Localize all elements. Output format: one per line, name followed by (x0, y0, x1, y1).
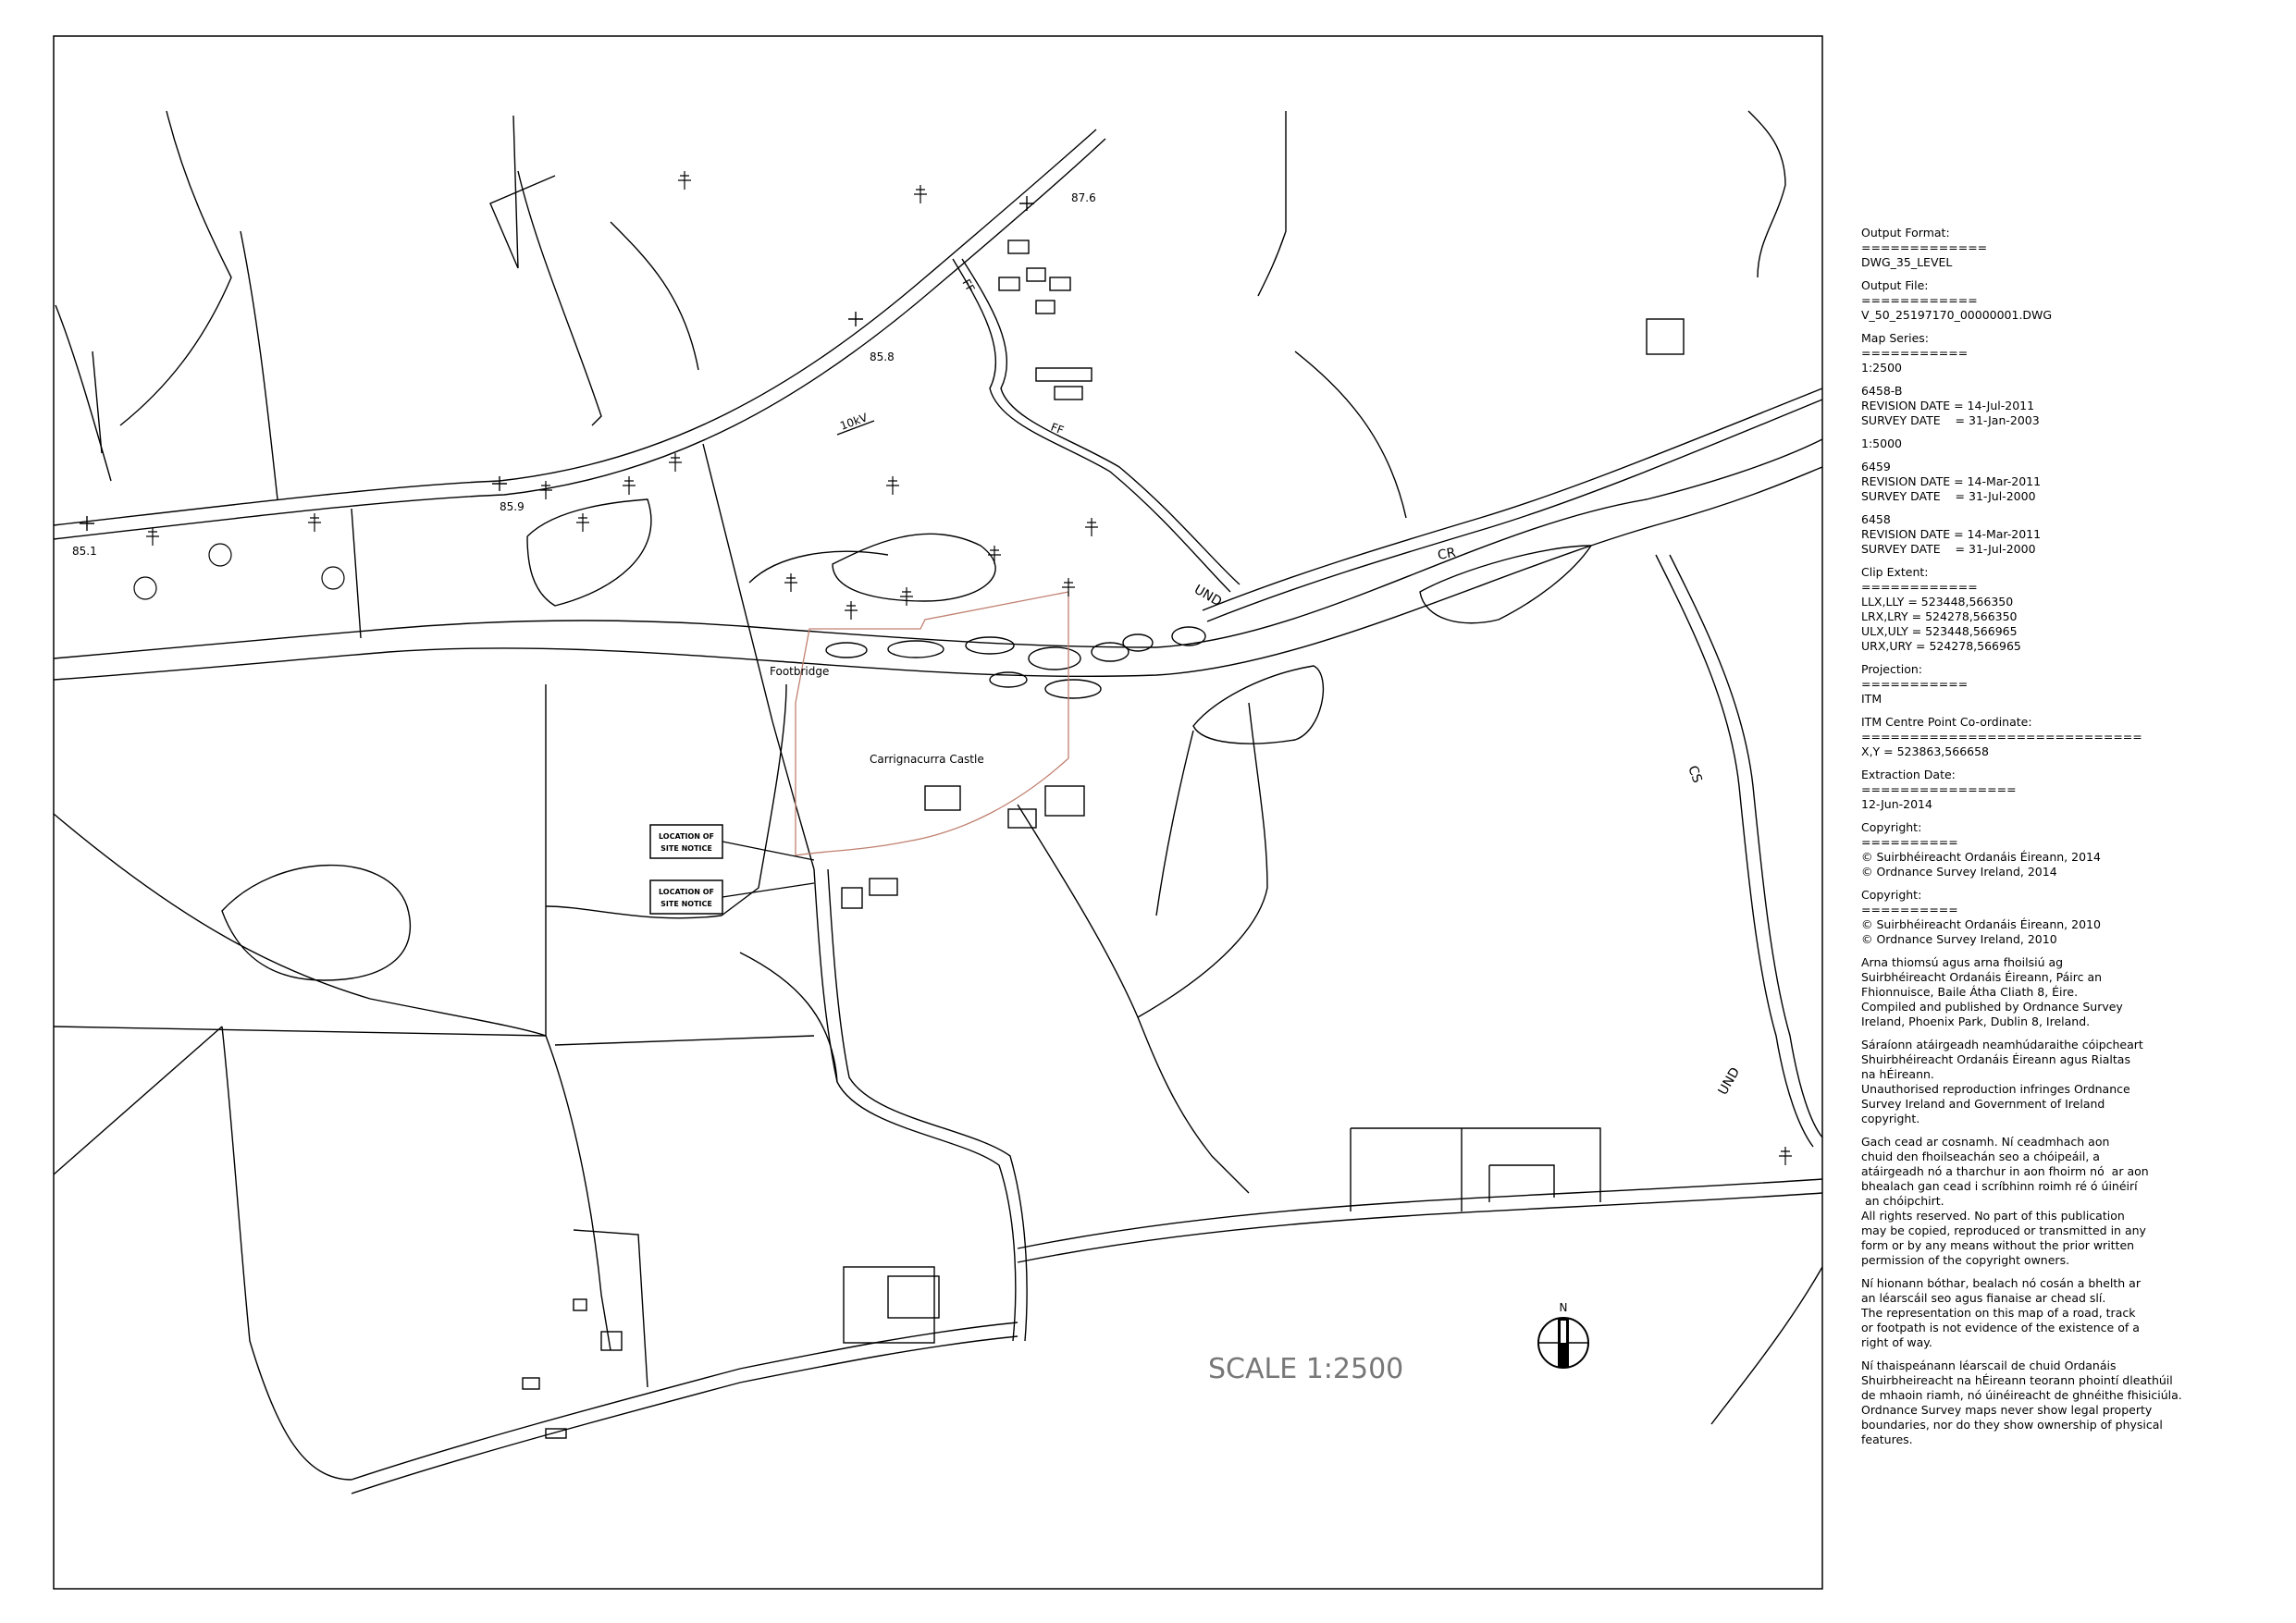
tree-icon (678, 171, 691, 190)
spot-height-85-9: 85.9 (500, 500, 525, 513)
building (1027, 268, 1045, 281)
north-label: N (1559, 1301, 1568, 1314)
info-line: features. (1861, 1432, 1913, 1446)
north-arrow (1538, 1301, 1588, 1368)
info-line: Ní thaispeánann léarscail de chuid Ordanáis (1861, 1359, 2117, 1372)
info-line: chuid den fhoilseachán seo a chóipeáil, a (1861, 1150, 2100, 1163)
info-line: ============ (1861, 293, 1978, 307)
info-block (1861, 768, 2287, 812)
road-cr-edge (1207, 400, 1822, 621)
field-boundary (1489, 1165, 1554, 1198)
field-boundary (740, 953, 837, 1082)
river-island (888, 641, 944, 658)
info-line: URX,URY = 524278,566965 (1861, 639, 2021, 653)
footbridge-path (703, 444, 814, 869)
tree-icon (576, 513, 589, 532)
tree-icon (914, 185, 927, 203)
spot-height-85-1: 85.1 (72, 545, 97, 558)
field-boundary (833, 534, 995, 601)
tree-icon (1085, 518, 1098, 536)
field-boundary (54, 1027, 222, 1174)
tree-icon (209, 544, 231, 566)
tree-icon (1779, 1147, 1792, 1165)
info-line: atáirgeadh nó a tharchur in aon fhoirm nó ar aon (1861, 1164, 2149, 1178)
info-line: 6458-B (1861, 384, 1903, 398)
info-line: V_50_25197170_00000001.DWG (1861, 308, 2053, 322)
info-line: LLX,LLY = 523448,566350 (1861, 595, 2014, 609)
info-line: an léarscáil seo agus fianaise ar chead slí. (1861, 1291, 2106, 1305)
info-line: Output File: (1861, 278, 1929, 292)
info-line: Output Format: (1861, 226, 1950, 240)
tree-icon (845, 601, 858, 620)
river-island (1193, 666, 1323, 744)
info-line: =========== (1861, 346, 1969, 360)
field-boundary (1156, 731, 1193, 916)
river-island (826, 643, 867, 658)
field-boundary (555, 1036, 814, 1045)
castle-building (925, 786, 960, 810)
info-line: permission of the copyright owners. (1861, 1253, 2070, 1267)
tree-icon (988, 546, 1001, 564)
info-line: 6458 (1861, 512, 1891, 526)
building (523, 1378, 539, 1389)
info-line: de mhaoin riamh, nó úinéireacht de ghnéithe fhisiciúla. (1861, 1388, 2182, 1402)
building (1045, 786, 1084, 816)
footbridge-label: Footbridge (770, 665, 830, 678)
river-island (1123, 634, 1153, 651)
field-boundary (749, 551, 888, 583)
info-line: © Suirbhéireacht Ordanáis Éireann, 2014 (1861, 850, 2101, 864)
info-line: Map Series: (1861, 331, 1930, 345)
info-line: Clip Extent: (1861, 565, 1929, 579)
site-notice-line-1: LOCATION OF (658, 832, 715, 841)
building (1050, 277, 1070, 290)
info-line: SURVEY DATE = 31-Jul-2000 (1861, 542, 2036, 556)
lane-label-ff: FF (1048, 420, 1066, 437)
map-linework (54, 111, 1822, 1494)
info-line: DWG_35_LEVEL (1861, 255, 1953, 269)
road-lower-left-edge (352, 1336, 1018, 1494)
info-line: REVISION DATE = 14-Mar-2011 (1861, 474, 2042, 488)
tree-icon (134, 577, 156, 599)
building (574, 1299, 586, 1310)
info-line: 12-Jun-2014 (1861, 797, 1932, 811)
info-line: ============ (1861, 580, 1978, 594)
info-line: may be copied, reproduced or transmitted in any (1861, 1223, 2146, 1237)
info-block (1861, 226, 2287, 270)
field-boundary (1351, 1128, 1600, 1202)
field-boundary (611, 222, 698, 370)
river-island (1092, 643, 1129, 661)
map-frame (54, 36, 1822, 1589)
info-line: ITM Centre Point Co-ordinate: (1861, 715, 2032, 729)
road-lower-left (352, 1322, 1018, 1480)
building (1647, 319, 1684, 354)
building (870, 879, 897, 895)
info-line: Shuirbheireacht na hÉireann teorann phointí dleathúil (1861, 1373, 2173, 1387)
field-boundary (1711, 1267, 1822, 1424)
tree-icon (146, 527, 159, 546)
info-line: Fhionnuisce, Baile Átha Cliath 8, Éire. (1861, 985, 2079, 999)
main-road-edge (54, 139, 1105, 539)
info-block (1861, 888, 2287, 947)
road-label-cr: CR (1436, 545, 1457, 563)
info-line: SURVEY DATE = 31-Jul-2000 (1861, 489, 2036, 503)
site-notice-1 (650, 825, 814, 860)
field-boundary (527, 499, 651, 606)
building (601, 1332, 622, 1350)
info-line: © Suirbhéireacht Ordanáis Éireann, 2010 (1861, 917, 2101, 931)
tree-icon (886, 476, 899, 495)
castle-label: Carrignacurra Castle (870, 753, 984, 766)
info-line: Compiled and published by Ordnance Survey (1861, 1000, 2123, 1014)
info-line: boundaries, nor do they show ownership of physical (1861, 1418, 2163, 1432)
site-boundary (796, 592, 1068, 855)
info-line: Ordnance Survey maps never show legal property (1861, 1403, 2153, 1417)
info-line: or footpath is not evidence of the existence of a (1861, 1321, 2140, 1334)
info-line: Unauthorised reproduction infringes Ordnance (1861, 1082, 2130, 1096)
info-block (1861, 384, 2287, 428)
info-line: SURVEY DATE = 31-Jan-2003 (1861, 413, 2040, 427)
river-label-und: UND (1191, 582, 1225, 610)
building (888, 1276, 939, 1318)
site-notice-line-1: LOCATION OF (658, 888, 715, 896)
survey-mark (492, 476, 507, 491)
info-block (1861, 1359, 2287, 1447)
info-block (1861, 436, 2287, 451)
info-line: right of way. (1861, 1335, 1932, 1349)
info-line: Survey Ireland and Government of Ireland (1861, 1097, 2105, 1111)
building (842, 888, 862, 908)
lane-ff-edge (962, 259, 1240, 584)
info-line: All rights reserved. No part of this publication (1861, 1209, 2125, 1223)
info-line: Shuirbhéireacht Ordanáis Éireann agus Rialtas (1861, 1052, 2130, 1066)
river-island (966, 637, 1014, 654)
info-block (1861, 1038, 2287, 1126)
river-island (1172, 627, 1205, 646)
road-cs (1656, 555, 1813, 1147)
info-line: 1:2500 (1861, 361, 1902, 375)
info-line: © Ordnance Survey Ireland, 2010 (1861, 932, 2057, 946)
info-line: 1:5000 (1861, 436, 1902, 450)
field-boundary (546, 1036, 611, 1350)
spot-height-85-8: 85.8 (870, 350, 895, 363)
tree-icon (322, 567, 344, 589)
info-line: Gach cead ar cosnamh. Ní ceadmhach aon (1861, 1135, 2110, 1149)
info-line: ============================= (1861, 730, 2142, 744)
info-line: an chóipchirt. (1861, 1194, 1944, 1208)
tree-icon (784, 573, 797, 592)
building (999, 277, 1019, 290)
lane-label-ff: FF (959, 277, 978, 295)
info-line: REVISION DATE = 14-Jul-2011 (1861, 399, 2035, 412)
info-block (1861, 715, 2287, 759)
info-line: Copyright: (1861, 820, 1922, 834)
road-branch (93, 351, 102, 453)
woodland-patch (222, 866, 410, 980)
info-block (1861, 565, 2287, 654)
building (844, 1267, 934, 1343)
road-cs-edge (1670, 555, 1822, 1137)
building (1036, 301, 1055, 314)
tree-symbols (134, 171, 1792, 1165)
road-cr (1203, 388, 1822, 610)
info-line: bhealach gan cead i scríbhinn roimh ré ó úinéirí (1861, 1179, 2138, 1193)
building (1008, 240, 1029, 253)
info-line: Projection: (1861, 662, 1923, 676)
field-boundary (241, 231, 278, 499)
field-boundary (1295, 351, 1406, 518)
info-block (1861, 512, 2287, 557)
tree-icon (308, 513, 321, 532)
info-line: form or by any means without the prior written (1861, 1238, 2135, 1252)
scale-label: SCALE 1:2500 (1208, 1353, 1404, 1385)
main-road (54, 129, 1096, 525)
info-line: =========== (1861, 677, 1969, 691)
field-boundary (352, 509, 361, 638)
info-block (1861, 331, 2287, 375)
info-line: REVISION DATE = 14-Mar-2011 (1861, 527, 2042, 541)
site-notice-line-2: SITE NOTICE (660, 900, 712, 908)
field-boundary (1748, 111, 1785, 277)
river-island (1045, 680, 1101, 698)
info-line: Arna thiomsú agus arna fhoilsiú ag (1861, 955, 2064, 969)
tree-icon (1062, 578, 1075, 596)
info-block (1861, 278, 2287, 323)
lane-ff (953, 259, 1230, 592)
field-boundary (222, 1027, 352, 1480)
road-south (1018, 1179, 1822, 1248)
survey-mark (1019, 196, 1034, 211)
tree-icon (623, 476, 636, 495)
info-line: Suirbhéireacht Ordanáis Éireann, Páirc an (1861, 970, 2103, 984)
info-block (1861, 820, 2287, 879)
field-boundary (1018, 805, 1249, 1193)
site-notice-2 (650, 880, 814, 914)
survey-mark (848, 312, 863, 326)
info-line: na hÉireann. (1861, 1067, 1934, 1081)
info-block (1861, 1135, 2287, 1268)
tree-icon (900, 587, 913, 606)
river-label-und: UND (1715, 1064, 1744, 1098)
info-line: © Ordnance Survey Ireland, 2014 (1861, 865, 2057, 879)
info-line: The representation on this map of a road, track (1861, 1306, 2136, 1320)
info-block (1861, 460, 2287, 504)
info-block (1861, 662, 2287, 707)
info-line: Sáraíonn atáirgeadh neamhúdaraithe cóipcheart (1861, 1038, 2143, 1051)
map-info-panel (1861, 226, 2287, 1456)
info-line: ========== (1861, 903, 1958, 916)
info-line: ========== (1861, 835, 1958, 849)
road-label-cs: CS (1685, 763, 1705, 785)
field-boundary (574, 1230, 648, 1387)
info-line: LRX,LRY = 524278,566350 (1861, 609, 2018, 623)
building (1055, 387, 1082, 400)
field-boundary (518, 171, 601, 425)
info-block (1861, 955, 2287, 1029)
info-line: Extraction Date: (1861, 768, 1956, 781)
field-boundary (120, 111, 231, 425)
info-line: 6459 (1861, 460, 1891, 473)
field-boundary (54, 814, 546, 1036)
tree-icon (669, 453, 682, 472)
road-branch (56, 305, 111, 481)
river-island (1029, 647, 1080, 670)
info-line: ============= (1861, 240, 1988, 254)
site-notice-line-2: SITE NOTICE (660, 844, 712, 853)
info-line: Ní hionann bóthar, bealach nó cosán a bhelth ar (1861, 1276, 2141, 1290)
info-line: X,Y = 523863,566658 (1861, 744, 1990, 758)
field-boundary (1258, 111, 1286, 296)
building (1036, 368, 1092, 381)
river-south-bank (54, 467, 1822, 680)
info-line: ================ (1861, 782, 2017, 796)
info-block (1861, 1276, 2287, 1350)
spot-height-87-6: 87.6 (1071, 191, 1096, 204)
info-line: copyright. (1861, 1112, 1920, 1125)
info-line: ULX,ULY = 523448,566965 (1861, 624, 2018, 638)
survey-mark (80, 516, 94, 531)
info-line: Copyright: (1861, 888, 1922, 902)
tree-icon (539, 481, 552, 499)
field-boundary (54, 684, 546, 1036)
info-line: ITM (1861, 692, 1882, 706)
power-line-label: 10kV (838, 411, 870, 433)
field-boundary (1249, 703, 1267, 888)
info-line: Ireland, Phoenix Park, Dublin 8, Ireland. (1861, 1014, 2091, 1028)
